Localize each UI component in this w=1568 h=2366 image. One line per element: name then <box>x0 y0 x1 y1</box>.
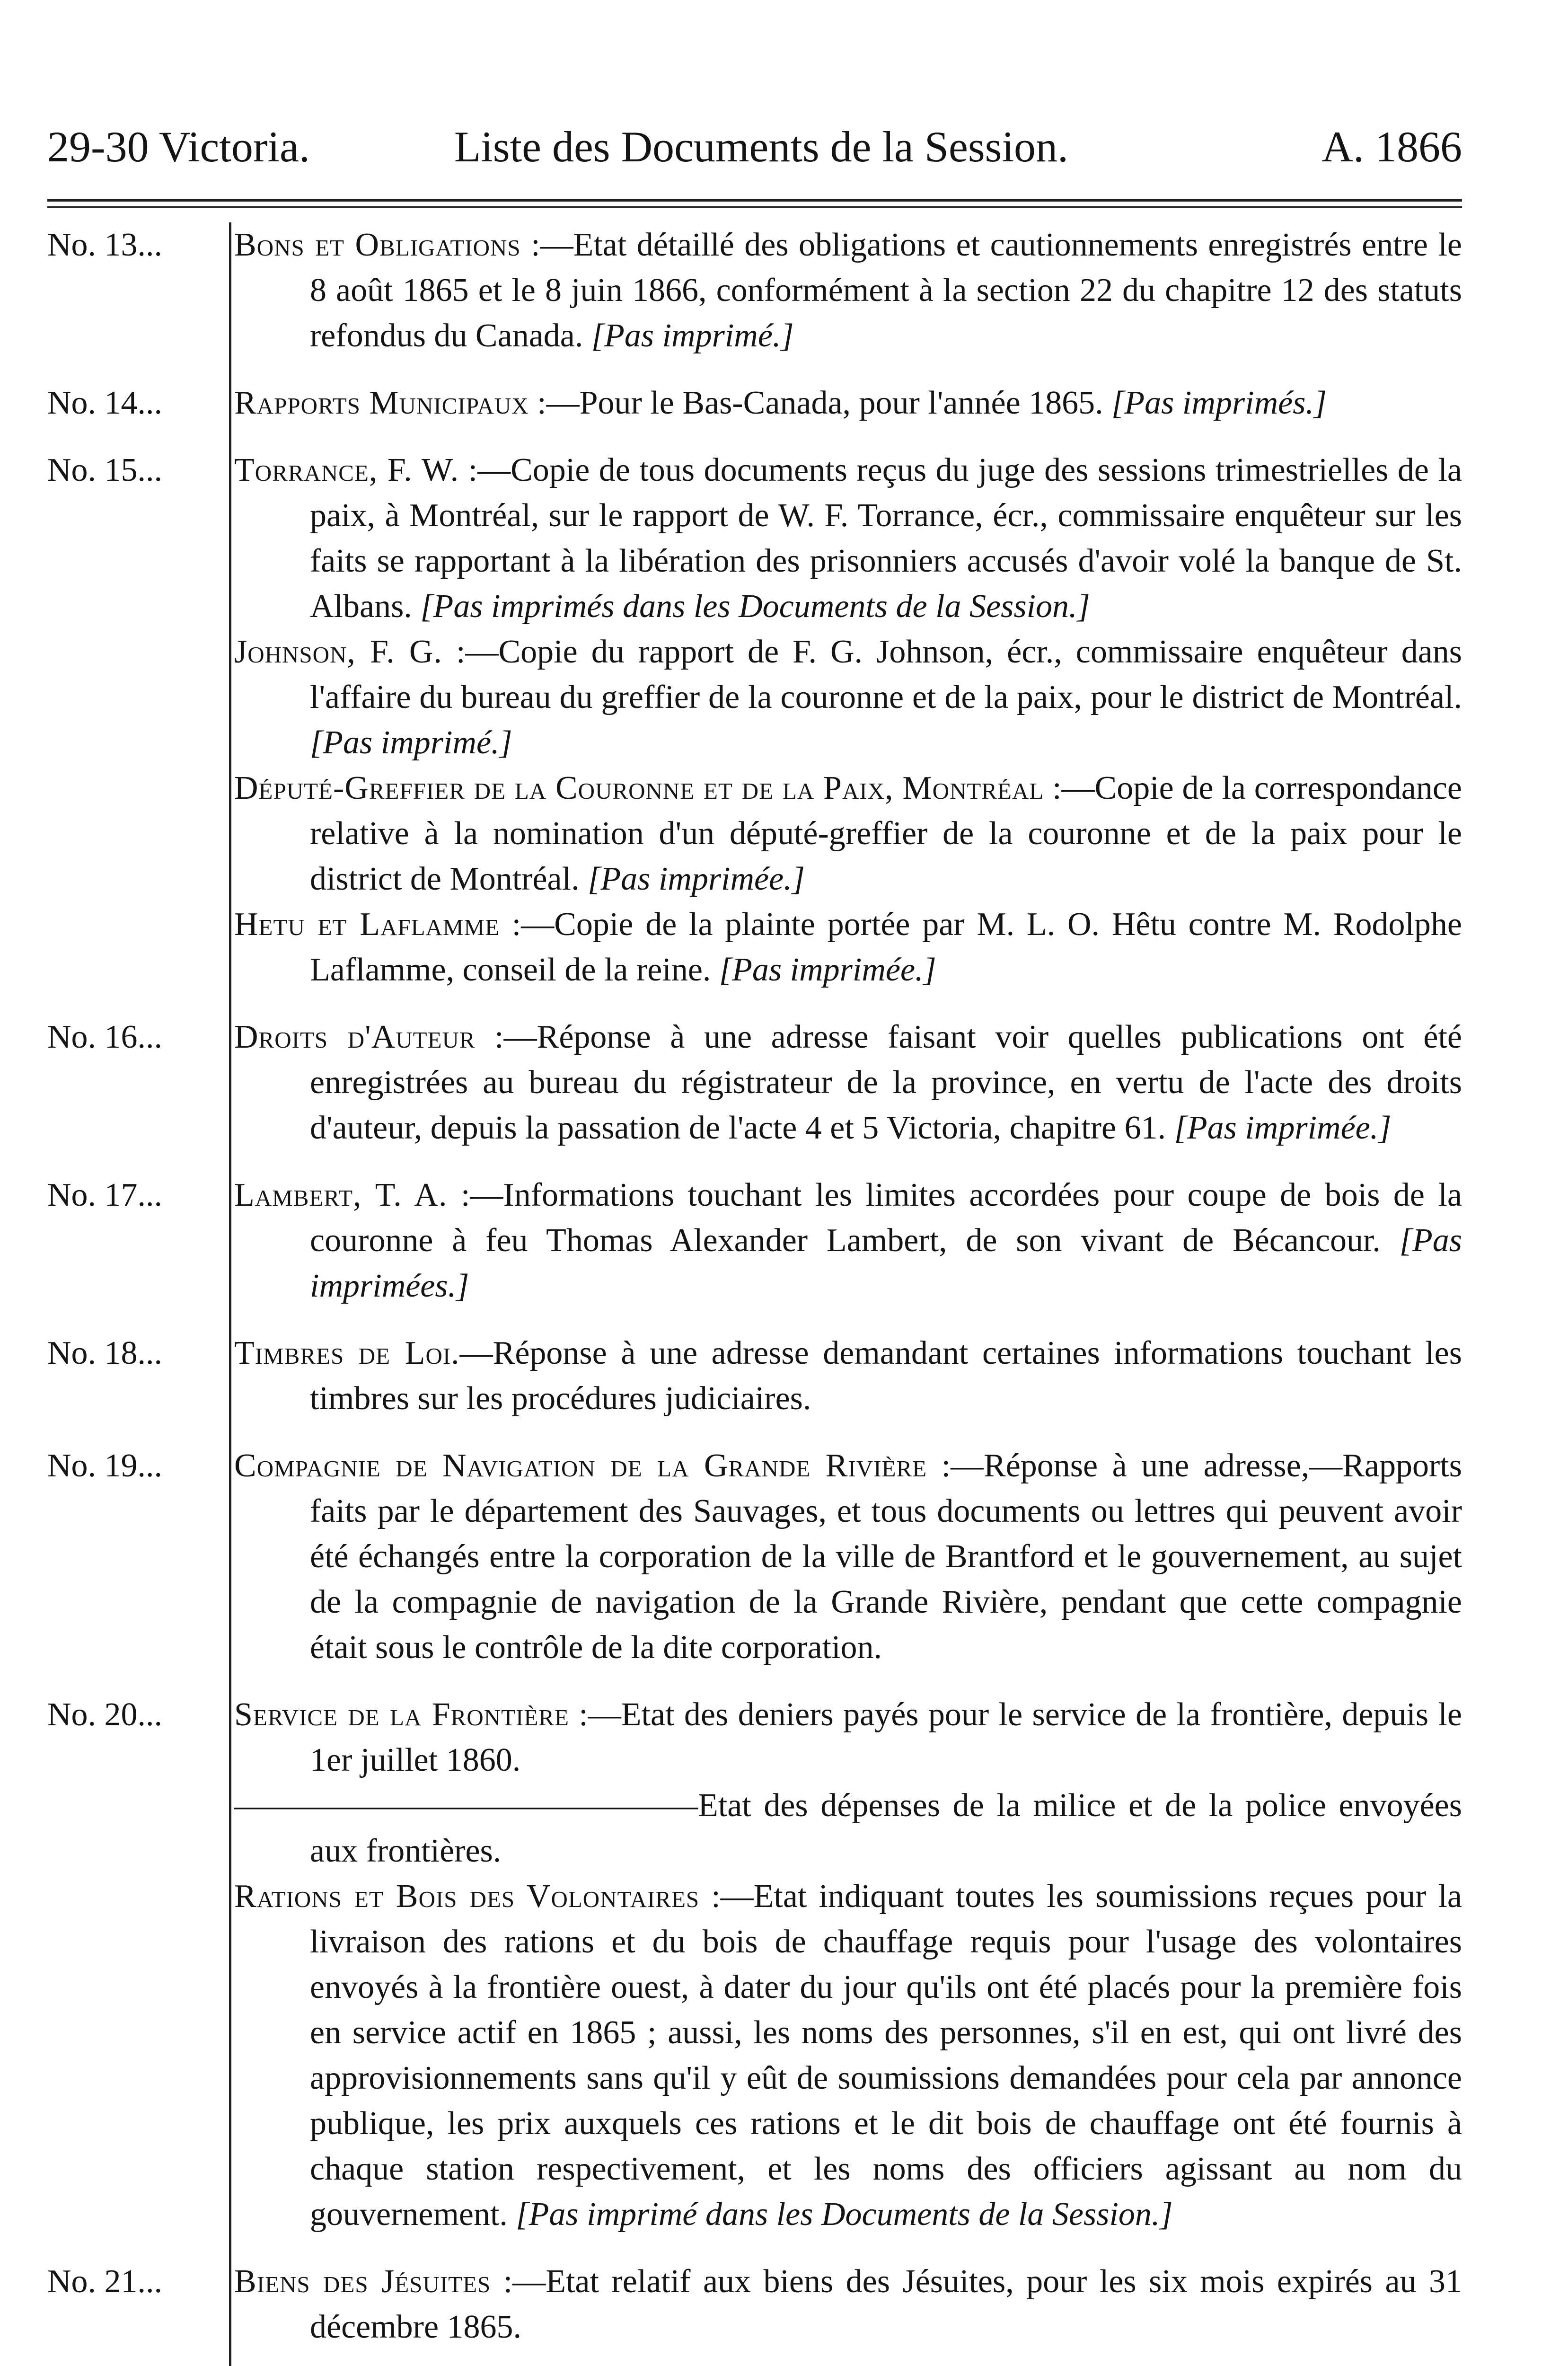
entry-text: Réponse à une adresse faisant voir quelles publications ont été enregistrées au bureau du régistrateur de la province, en vertu de l'acte des droits d'auteur, depuis la passation de l'acte 4 et 5 Victoria, chapitre 61. <box>310 1019 1462 1146</box>
entry-paragraph <box>234 1173 1462 1309</box>
entry-note: [Pas imprimée.] <box>588 861 805 897</box>
entry-paragraph <box>234 1331 1462 1421</box>
entry-paragraph <box>234 222 1462 359</box>
entry-paragraph <box>234 380 1462 426</box>
entry-paragraph <box>234 902 1462 993</box>
entry-number: No. 13... <box>47 227 163 263</box>
entry-paragraph <box>234 766 1462 902</box>
document-entry <box>47 1331 1462 1421</box>
entry-heading: Timbres de Loi. <box>234 1335 460 1371</box>
entry-text: Réponse à une adresse,—Rapports faits par le département des Sauvages, et tous documents ou lettres qui peuvent avoir été échangés entre la corporation de la ville de Brantford et le gouvernement, au sujet de la compagnie de navigation de la Grande Rivière, pendant que cette compagnie était sous le contrôle de la dite corporation. <box>310 1448 1462 1666</box>
entry-heading: Hetu et Laflamme <box>234 906 500 943</box>
entry-text: Copie de tous documents reçus du juge des sessions trimestrielles de la paix, à Montréal, sur le rapport de W. F. Torrance, écr., commissaire enquêteur sur les faits se rapportant à la libération des prisonniers accusés d'avoir volé la banque de St. Albans. <box>310 452 1462 625</box>
entry-number: No. 19... <box>47 1448 163 1484</box>
entry-heading: Rapports Municipaux <box>234 385 529 421</box>
entry-text: Informations touchant les limites accordées pour coupe de bois de la couronne à feu Thomas Alexander Lambert, de son vivant de Bécancour. <box>310 1177 1462 1259</box>
entry-separator: :— <box>1044 770 1095 806</box>
entry-note: [Pas imprimé.] <box>310 724 512 761</box>
entry-body <box>234 1331 1462 1421</box>
entry-paragraph <box>234 1015 1462 1151</box>
document-entry <box>47 1692 1462 2237</box>
entry-paragraph <box>234 629 1462 766</box>
entry-paragraph <box>234 2259 1462 2350</box>
entry-note: [Pas imprimé dans les Documents de la Session.] <box>516 2196 1173 2233</box>
entry-number: No. 18... <box>47 1335 163 1371</box>
entry-heading: Rations et Bois des Volontaires <box>234 1878 700 1915</box>
entry-paragraph <box>234 1783 1462 1874</box>
entry-body <box>234 448 1462 993</box>
entry-number: No. 14... <box>47 385 163 421</box>
entry-separator: —————————————— <box>234 1787 698 1824</box>
document-entry <box>47 222 1462 359</box>
entry-note: [Pas imprimé.] <box>591 318 794 354</box>
document-entry <box>47 380 1462 426</box>
document-entry <box>47 1015 1462 1151</box>
entry-text: Réponse à une adresse demandant certaines informations touchant les timbres sur les procédures judiciaires. <box>310 1335 1462 1417</box>
entry-separator: :— <box>529 385 580 421</box>
entry-text: Etat relatif aux biens des Jésuites, pour les six mois expirés au 31 décembre 1865. <box>310 2263 1462 2345</box>
entry-text: Etat détaillé des obligations et cautionnements enregistrés entre le 8 août 1865 et le 8 juin 1866, conformément à la section 22 du chapitre 12 des statuts refondus du Canada. <box>310 227 1462 354</box>
page-header <box>47 118 1462 185</box>
entry-note: [Pas imprimée.] <box>719 952 936 988</box>
entry-body <box>234 1015 1462 1151</box>
entry-separator: :— <box>520 227 573 263</box>
entry-text: Etat indiquant toutes les soumissions reçues pour la livraison des rations et du bois de chauffage requis pour l'usage des volontaires envoyés à la frontière ouest, à dater du jour qu'ils ont été placés pour la première fois en service actif en 1865 ; aussi, les noms des personnes, s'il en est, qui ont livré des approvisionnements sans qu'il y eût de soumissions demandées pour cela par annonce publique, les prix auxquels ces rations et le dit bois de chauffage ont été fournis à chaque station respectivement, et les noms des officiers agissant au nom du gouvernement. <box>310 1878 1462 2233</box>
entry-heading: Député-Greffier de la Couronne et de la Paix, Montréal <box>234 770 1044 806</box>
entry-note: [Pas imprimés dans les Documents de la Session.] <box>420 588 1090 625</box>
header-rule-thick <box>47 199 1462 202</box>
entry-text: Copie de la plainte portée par M. L. O. Hêtu contre M. Rodolphe Laflamme, conseil de la reine. <box>310 906 1462 988</box>
entry-body <box>234 1173 1462 1309</box>
header-title: Liste des Documents de la Session. <box>454 123 1069 171</box>
entry-separator: :— <box>442 634 499 670</box>
entry-separator: :— <box>569 1696 621 1733</box>
entry-number: No. 16... <box>47 1019 163 1055</box>
entry-heading: Bons et Obligations <box>234 227 521 263</box>
entry-number: No. 20... <box>47 1696 163 1733</box>
header-rule-thin <box>47 206 1462 208</box>
entry-separator: :— <box>500 906 555 943</box>
document-entry <box>47 1173 1462 1309</box>
document-entry <box>47 1443 1462 1670</box>
entry-text: Etat des dépenses de la milice et de la police envoyées aux frontières. <box>310 1787 1462 1869</box>
entry-body <box>234 1443 1462 1670</box>
entry-paragraph <box>234 1692 1462 1783</box>
entry-paragraph <box>234 448 1462 629</box>
entry-separator: — <box>459 1335 493 1371</box>
entry-heading: Biens des Jésuites <box>234 2263 491 2300</box>
entry-separator: :— <box>927 1448 984 1484</box>
entry-paragraph <box>234 1874 1462 2237</box>
header-year: A. 1866 <box>1321 123 1462 171</box>
entry-text: Copie de la correspondance relative à la nomination d'un député-greffier de la couronne et de la paix pour le district de Montréal. <box>310 770 1462 897</box>
document-entry <box>47 448 1462 993</box>
entry-body <box>234 1692 1462 2237</box>
entry-heading: Torrance, F. W. <box>234 452 459 488</box>
entry-separator: :— <box>491 2263 546 2300</box>
entry-separator: :— <box>459 452 511 488</box>
entry-text: Pour le Bas-Canada, pour l'année 1865. <box>579 385 1112 421</box>
entry-body <box>234 380 1462 426</box>
entry-paragraph <box>234 1443 1462 1670</box>
entry-separator: :— <box>699 1878 754 1915</box>
header-volume: 29-30 Victoria. <box>47 123 310 171</box>
entry-number: No. 15... <box>47 452 163 488</box>
entry-body <box>234 222 1462 359</box>
entry-heading: Johnson, F. G. <box>234 634 442 670</box>
entry-heading: Compagnie de Navigation de la Grande Rivière <box>234 1448 927 1484</box>
entry-heading: Droits d'Auteur <box>234 1019 476 1055</box>
entry-heading: Service de la Frontière <box>234 1696 569 1733</box>
entry-body <box>234 2259 1462 2350</box>
entry-note: [Pas imprimée.] <box>1174 1110 1392 1146</box>
entry-note: [Pas imprimés.] <box>1111 385 1327 421</box>
entry-number: No. 17... <box>47 1177 163 1213</box>
entry-note: [Pas imprimées.] <box>310 1222 1462 1304</box>
entry-number: No. 21... <box>47 2263 163 2300</box>
entry-heading: Lambert, T. A. <box>234 1177 448 1213</box>
entry-separator: :— <box>447 1177 503 1213</box>
document-list <box>47 222 1462 2366</box>
entry-separator: :— <box>475 1019 537 1055</box>
document-entry <box>47 2259 1462 2350</box>
entry-text: Etat des deniers payés pour le service de la frontière, depuis le 1er juillet 1860. <box>310 1696 1462 1778</box>
entry-text: Copie du rapport de F. G. Johnson, écr., commissaire enquêteur dans l'affaire du bureau du greffier de la couronne et de la paix, pour le district de Montréal. <box>310 634 1462 715</box>
